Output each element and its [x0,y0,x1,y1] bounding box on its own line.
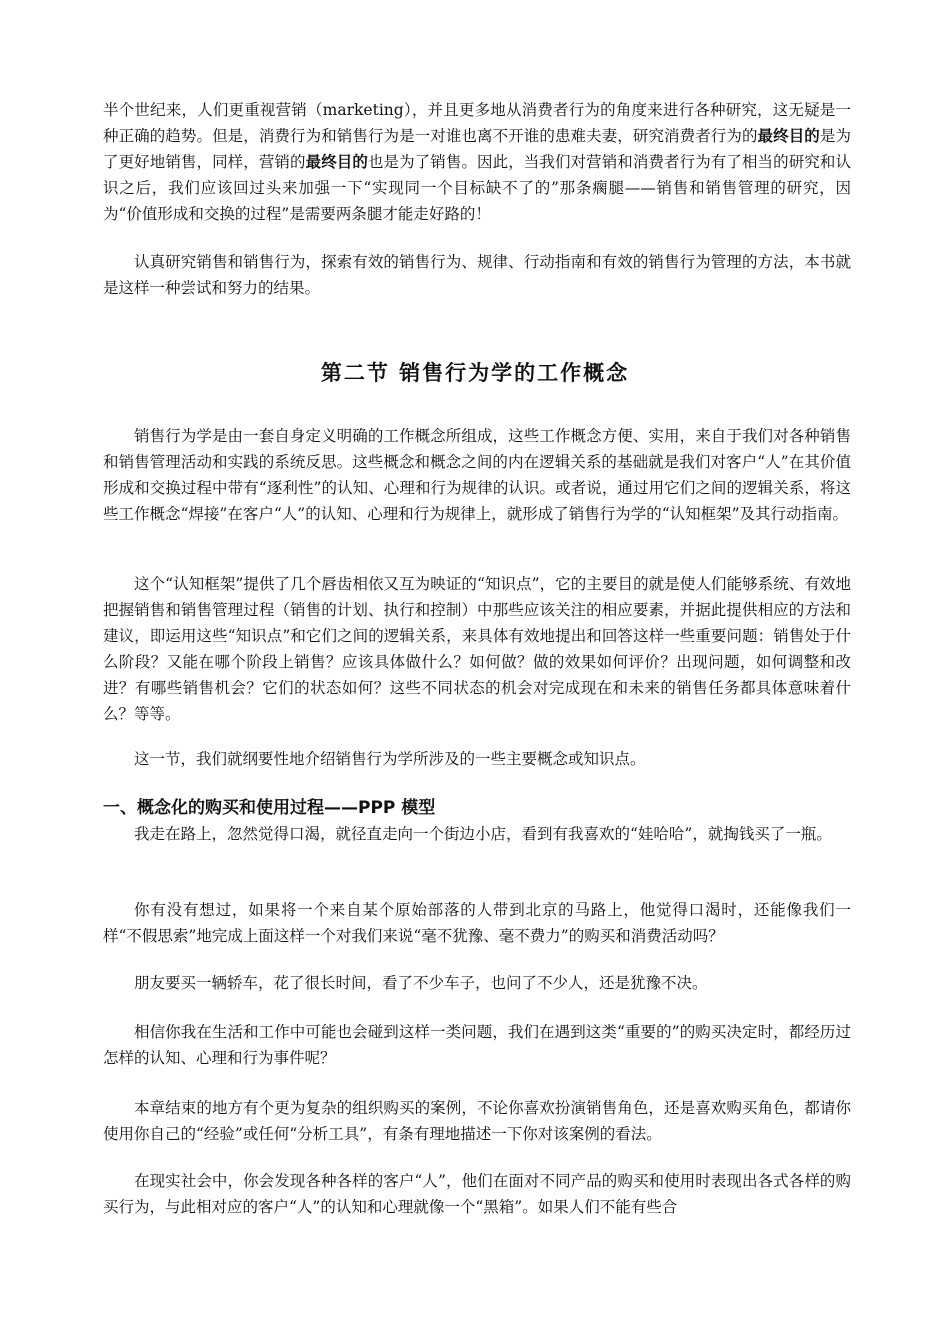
section-paragraph-2: 这个“认知框架”提供了几个唇齿相依又互为映证的“知识点”，它的主要目的就是使人们能够系统、有效地把握销售和销售管理过程（销售的计划、执行和控制）中那些应该关注的相应要素，并据此提供相应的方法和建议，即运用这些“知识点”和它们之间的逻辑关系，来具体有效地提出和回答这样一些重要问题：销售处于什么阶段？又能在哪个阶段上销售？应该具体做什么？如何做？做的效果如何评价？出现问题，如何调整和改进？有哪些销售机会？它们的状态如何？这些不同状态的机会对完成现在和未来的销售任务都具体意味着什么？等等。 [103,575,851,723]
intro-paragraph-1 [103,97,851,227]
section-paragraph-1: 销售行为学是由一套自身定义明确的工作概念所组成，这些工作概念方便、实用，来自于我们对各种销售和销售管理活动和实践的系统反思。这些概念和概念之间的内在逻辑关系的基础就是我们对客户“人”在其价值形成和交换过程中带有“逐利性”的认知、心理和行为规律的认识。或者说，通过用它们之间的逻辑关系，将这些工作概念“焊接”在客户“人”的认知、心理和行为规律上，就形成了销售行为学的“认知框架”及其行动指南。 [103,427,851,523]
intro-paragraph-2: 认真研究销售和销售行为，探索有效的销售行为、规律、行动指南和有效的销售行为管理的方法，本书就是这样一种尝试和努力的结果。 [103,253,851,297]
intro-paragraph-1-part-c: 是为了更好地销售，同样，营销的 [103,127,851,171]
subsection-paragraph-3: 朋友要买一辆轿车，花了很长时间，看了不少车子，也问了不少人，还是犹豫不决。 [134,974,708,992]
section-paragraph-3: 这一节，我们就纲要性地介绍销售行为学所涉及的一些主要概念或知识点。 [134,750,646,768]
subsection-paragraph-5: 本章结束的地方有个更为复杂的组织购买的案例，不论你喜欢扮演销售角色，还是喜欢购买角色，都请你使用你自己的“经验”或任何“分析工具”，有条有理地描述一下你对该案例的看法。 [103,1099,851,1143]
subsection-paragraph-1: 我走在路上，忽然觉得口渴，就径直走向一个街边小店，看到有我喜欢的“娃哈哈”，就掏钱买了一瓶。 [134,825,832,843]
section-title: 第二节 销售行为学的工作概念 [320,361,630,385]
subsection-paragraph-6: 在现实社会中，你会发现各种各样的客户“人”，他们在面对不同产品的购买和使用时表现出各式各样的购买行为，与此相对应的客户“人”的认知和心理就像一个“黑箱”。如果人们不能有些合 [103,1172,851,1216]
subsection-paragraph-2: 你有没有想过，如果将一个来自某个原始部落的人带到北京的马路上，他觉得口渴时，还能像我们一样“不假思索”地完成上面这样一个对我们来说“毫不犹豫、毫不费力”的购买和消费活动吗？ [103,901,851,945]
intro-paragraph-1-part-a: 半个世纪来，人们更重视营销（marketing），并且更多地从消费者行为的角度来进行各种研究，这无疑是一种正确的趋势。但是，消费行为和销售行为是一对谁也离不开谁的患难夫妻，研究消费者行为的 [103,101,851,145]
subsection-paragraph-4: 相信你我在生活和工作中可能也会碰到这样一类问题，我们在遇到这类“重要的”的购买决定时，都经历过怎样的认知、心理和行为事件呢？ [103,1023,851,1067]
subsection-heading: 一、概念化的购买和使用过程——PPP 模型 [103,798,436,818]
emphasis-final-goal-1: 最终目的 [757,126,820,145]
intro-paragraph-1-part-d: 也是为了销售。因此，当我们对营销和消费者行为有了相当的研究和认识之后，我们应该回过头来加强一下“实现同一个目标缺不了的”那条瘸腿——销售和销售管理的研究，因为“价值形成和交换的过程”是需要两条腿才能走好路的！ [103,153,851,223]
emphasis-final-goal-2: 最终目的 [305,152,368,171]
